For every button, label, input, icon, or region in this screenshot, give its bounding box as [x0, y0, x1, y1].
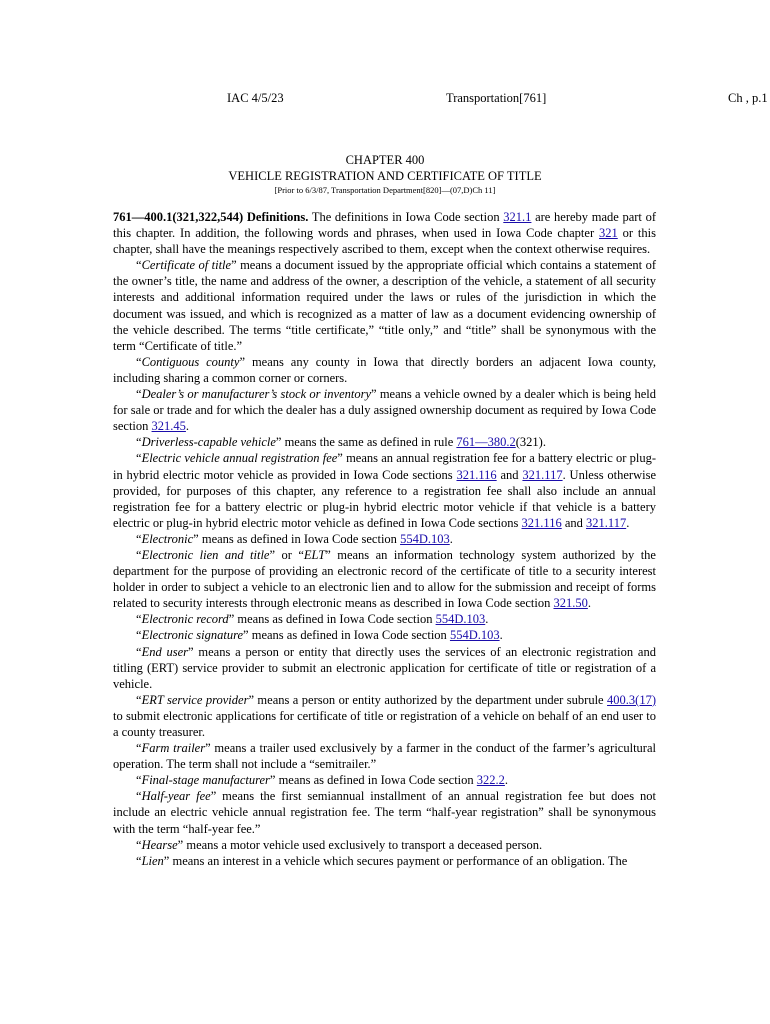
definition-text: ” means an annual registration fee for a battery electric or plug-in hybrid electric motor vehicle as provided in Iowa Code sections: [113, 451, 657, 482]
definition-text: ” means a document issued by the appropriate official which contains a statement of the owner’s title, the name and address of the owner, a description of the vehicle, a statement of all security interests and additional information required under the laws or rules of the jurisdiction in which the document was issued, and which is recognized as a matter of law as a document evidencing ownership of the vehicle described. The terms “title certificate,” “title only,” and “title” shall be synonymous with the term “Certificate of title.”: [113, 258, 656, 353]
definition-text: to submit electronic applications for certificate of title or registration of a vehicle on behalf of an end user to a county treasurer.: [113, 708, 656, 739]
definition-electronic-signature: “Electronic signature” means as defined in Iowa Code section 554D.103.: [136, 628, 503, 643]
definition-term: Electronic record: [141, 612, 229, 627]
definition-term: Certificate of title: [141, 258, 232, 273]
definition-term: Driverless-capable vehicle: [141, 435, 276, 450]
definition-text: .: [504, 773, 509, 788]
definition-term: Lien: [141, 853, 164, 868]
link-321-45[interactable]: 321.45: [151, 419, 186, 434]
definition-text: ” means a motor vehicle used exclusively to transport a deceased person.: [177, 837, 543, 852]
link-321-1[interactable]: 321.1: [503, 210, 532, 224]
link-321-117[interactable]: 321.117: [586, 515, 627, 530]
definition-text: . Unless otherwise provided, for purposes of this chapter, any reference to a registration fee shall also include an annual registration fee for a battery electric or plug-in hybrid electric motor vehicle if that vehicle is a battery electric or plug-in hybrid electric motor vehicle as defined in Iowa Code sections: [113, 467, 656, 530]
definition-term: End user: [141, 644, 189, 659]
link-321-116[interactable]: 321.116: [456, 467, 497, 482]
definition-term: Dealer’s or manufacturer’s stock or inventory: [141, 387, 372, 402]
definition-text: and: [496, 467, 523, 482]
link-400-3-17[interactable]: 400.3(17): [607, 692, 656, 707]
definition-term: Electronic lien and title: [141, 547, 270, 562]
link-321-116[interactable]: 321.116: [521, 515, 562, 530]
link-554d-103[interactable]: 554D.103: [449, 628, 500, 643]
link-554d-103[interactable]: 554D.103: [435, 612, 486, 627]
definition-text: ” means as defined in Iowa Code section: [228, 612, 436, 627]
definition-term: Final-stage manufacturer: [141, 773, 270, 788]
definition-electronic: “Electronic” means as defined in Iowa Code section 554D.103.: [136, 531, 453, 546]
definition-text: ” means as defined in Iowa Code section: [269, 773, 477, 788]
definition-text: (321).: [515, 435, 546, 450]
header-left-date: IAC 4/5/23: [227, 91, 284, 105]
definition-contiguous-county: “Contiguous county” means any county in Iowa that directly borders an adjacent Iowa county, including sharing a common corner or corners.: [113, 354, 657, 385]
chapter-title: VEHICLE REGISTRATION AND CERTIFICATE OF TITLE: [228, 169, 542, 183]
link-761-380-2[interactable]: 761—380.2: [456, 435, 516, 450]
link-321-50[interactable]: 321.50: [553, 596, 588, 611]
definition-term: Farm trailer: [141, 741, 206, 756]
definition-text: ” or “: [269, 547, 304, 562]
definition-ert-service-provider: “ERT service provider” means a person or entity authorized by the department under subrule 400.3(17) to submit electronic applications for certificate of title or registration of a vehicle on behalf of an end user to a county treasurer.: [113, 692, 656, 739]
header-agency: Transportation[761]: [446, 91, 547, 105]
definition-dealer-stock: “Dealer’s or manufacturer’s stock or inventory” means a vehicle owned by a dealer which is being held for sale or trade and for which the dealer has a duly assigned ownership document as required by Iowa Code section 321.45.: [113, 387, 657, 434]
definition-text: .: [499, 628, 503, 643]
definition-term: ERT service provider: [141, 692, 249, 707]
definition-term: Half-year fee: [141, 789, 211, 804]
definition-text: ” means as defined in Iowa Code section: [193, 531, 401, 546]
definition-text: .: [449, 531, 453, 546]
definition-text: ” means a vehicle owned by a dealer which is being held for sale or trade and for which the dealer has a duly assigned ownership document as required by Iowa Code section: [113, 387, 657, 434]
rule-paragraph: [113, 209, 656, 257]
definition-text: ” means the same as defined in rule: [275, 435, 457, 450]
definition-text: ” means an information technology system authorized by the department for the purpose of providing an electronic record of the certificate of title to a security interest holder in order to subject a vehicle to an electronic lien and to allow for the submission and receipt of forms related to security interests through electronic means as described in Iowa Code section: [113, 547, 656, 611]
rule-heading: Definitions.: [246, 210, 309, 224]
definition-text: ” means an interest in a vehicle which secures payment or performance of an obligation. The: [163, 853, 628, 868]
link-554d-103[interactable]: 554D.103: [400, 531, 450, 546]
definition-electronic-lien-and-title: “Electronic lien and title” or “ELT” means an information technology system authorized by the department for the purpose of providing an electronic record of the certificate of title to a security interest holder in order to subject a vehicle to an electronic lien and to allow for the submission and receipt of forms related to security interests through electronic means as described in Iowa Code section 321.50.: [113, 547, 656, 611]
link-chapter-321[interactable]: 321: [599, 226, 618, 241]
definition-text: ” means any county in Iowa that directly borders an adjacent Iowa county, including sharing a common corner or corners.: [113, 354, 657, 385]
chapter-history-note: [Prior to 6/3/87, Transportation Department[820]—(07,D)Ch 11]: [274, 185, 496, 195]
definition-electric-vehicle-fee: “Electric vehicle annual registration fee” means an annual registration fee for a battery electric or plug-in hybrid electric motor vehicle as provided in Iowa Code sections 321.116 and 321.117. Unless otherwise provided, for purposes of this chapter, any reference to a registration fee shall also include an annual registration fee for a battery electric or plug-in hybrid electric motor vehicle if that vehicle is a battery electric or plug-in hybrid electric motor vehicle as defined in Iowa Code sections 321.116 and 321.117.: [113, 451, 657, 530]
chapter-heading: [0, 152, 770, 196]
definition-half-year-fee: “Half-year fee” means the first semiannual installment of an annual registration fee but does not include an electric vehicle annual registration fee. The term “half-year registration” shall be synonymous with the term “half-year fee.”: [113, 789, 656, 836]
definition-farm-trailer: “Farm trailer” means a trailer used exclusively by a farmer in the conduct of the farmer’s agricultural operation. The term shall not include a “semitrailer.”: [113, 741, 656, 772]
definition-term: Contiguous county: [141, 354, 240, 369]
definition-end-user: “End user” means a person or entity that directly uses the services of an electronic registration and titling (ERT) service provider to submit an electronic application for certificate of title or registration of a vehicle.: [113, 644, 656, 691]
rule-text: The definitions in Iowa Code section: [308, 210, 504, 224]
definition-term: ELT: [303, 547, 326, 562]
definition-text: .: [185, 419, 190, 434]
link-321-117[interactable]: 321.117: [522, 467, 563, 482]
definition-lien: “Lien” means an interest in a vehicle which secures payment or performance of an obligation. The: [136, 853, 628, 868]
rule-text: are hereby made part of this chapter. In addition, the following words and phrases, when used in Iowa Code chapter: [113, 210, 657, 241]
definition-text: ” means a person or entity authorized by the department under subrule: [248, 692, 608, 707]
document-body: [113, 209, 656, 869]
definition-term: Electronic: [141, 531, 194, 546]
definition-certificate-of-title: “Certificate of title” means a document issued by the appropriate official which contains a statement of the owner’s title, the name and address of the owner, a description of the vehicle, a statement of all security interests and additional information required under the laws or rules of the jurisdiction in which the document was issued, and which is recognized as a matter of law as a document evidencing ownership of the vehicle described. The terms “title certificate,” “title only,” and “title” shall be synonymous with the term “Certificate of title.”: [113, 258, 656, 353]
definition-hearse: “Hearse” means a motor vehicle used exclusively to transport a deceased person.: [136, 837, 543, 852]
definition-text: ” means the first semiannual installment of an annual registration fee but does not include an electric vehicle annual registration fee. The term “half-year registration” shall be synonymous with the term “half-year fee.”: [113, 789, 656, 836]
definition-term: Electric vehicle annual registration fee: [141, 451, 338, 466]
definition-text: ” means a trailer used exclusively by a farmer in the conduct of the farmer’s agricultural operation. The term shall not include a “semitrailer.”: [113, 741, 656, 772]
definition-term: Hearse: [141, 837, 178, 852]
definition-text: ” means a person or entity that directly uses the services of an electronic registration and titling (ERT) service provider to submit an electronic application for certificate of title or registration of a vehicle.: [113, 644, 656, 691]
rule-number: 761—400.1(321,322,544): [113, 210, 244, 224]
definition-text: .: [626, 515, 630, 530]
definition-term: Electronic signature: [141, 628, 244, 643]
definition-text: .: [587, 596, 591, 611]
definition-final-stage-manufacturer: “Final-stage manufacturer” means as defined in Iowa Code section 322.2.: [136, 773, 509, 788]
definition-text: and: [561, 515, 587, 530]
definition-driverless-capable-vehicle: “Driverless-capable vehicle” means the same as defined in rule 761—380.2(321).: [136, 435, 546, 450]
rule-text: or this chapter, shall have the meanings respectively ascribed to them, except when the context otherwise requires.: [113, 226, 656, 257]
chapter-number: CHAPTER 400: [345, 153, 425, 167]
definition-electronic-record: “Electronic record” means as defined in Iowa Code section 554D.103.: [136, 612, 489, 627]
header-page-number: Ch , p.1: [728, 91, 768, 105]
link-322-2[interactable]: 322.2: [476, 773, 505, 788]
definition-text: .: [485, 612, 489, 627]
definition-text: ” means as defined in Iowa Code section: [243, 628, 450, 643]
